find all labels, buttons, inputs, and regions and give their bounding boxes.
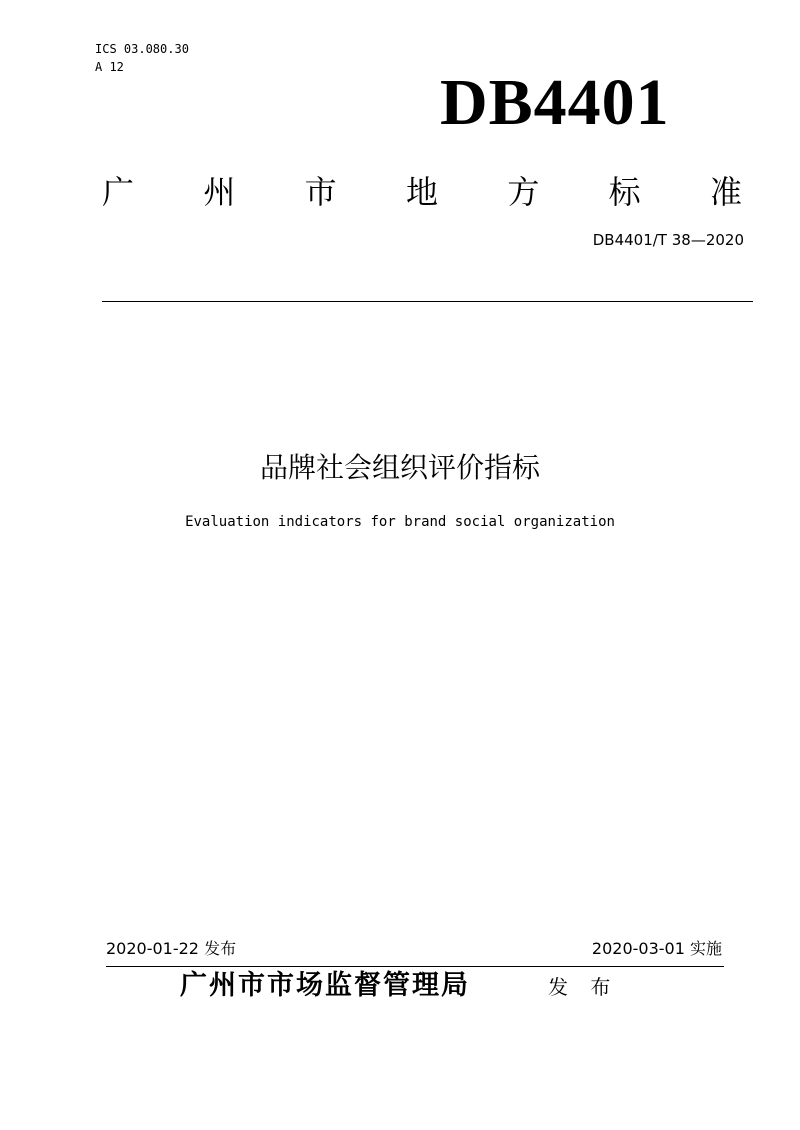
standard-type-char: 标 <box>608 173 641 211</box>
classification-codes <box>95 40 189 76</box>
ics-code: ICS 03.080.30 <box>95 42 189 56</box>
implementation-date: 2020-03-01 实施 <box>591 939 722 958</box>
standard-type-title <box>102 170 742 214</box>
top-divider <box>102 301 753 302</box>
standard-type-char: 广 <box>102 173 135 211</box>
ccs-code: A 12 <box>95 60 124 74</box>
standard-type-char: 地 <box>405 173 438 211</box>
standard-type-char: 方 <box>507 173 540 211</box>
standard-code-logo: DB4401 <box>440 66 670 139</box>
issue-date: 2020-01-22 发布 <box>106 939 237 958</box>
standard-type-char: 州 <box>203 173 236 211</box>
issuing-authority: 广州市市场监督管理局 <box>180 970 470 1001</box>
standard-type-char: 市 <box>304 173 337 211</box>
issuing-label: 发 布 <box>548 975 619 999</box>
standard-type-char: 准 <box>709 173 742 211</box>
document-title-en: Evaluation indicators for brand social organization <box>185 514 615 530</box>
standard-number: DB4401/T 38—2020 <box>592 231 744 249</box>
document-title-zh: 品牌社会组织评价指标 <box>259 451 540 484</box>
